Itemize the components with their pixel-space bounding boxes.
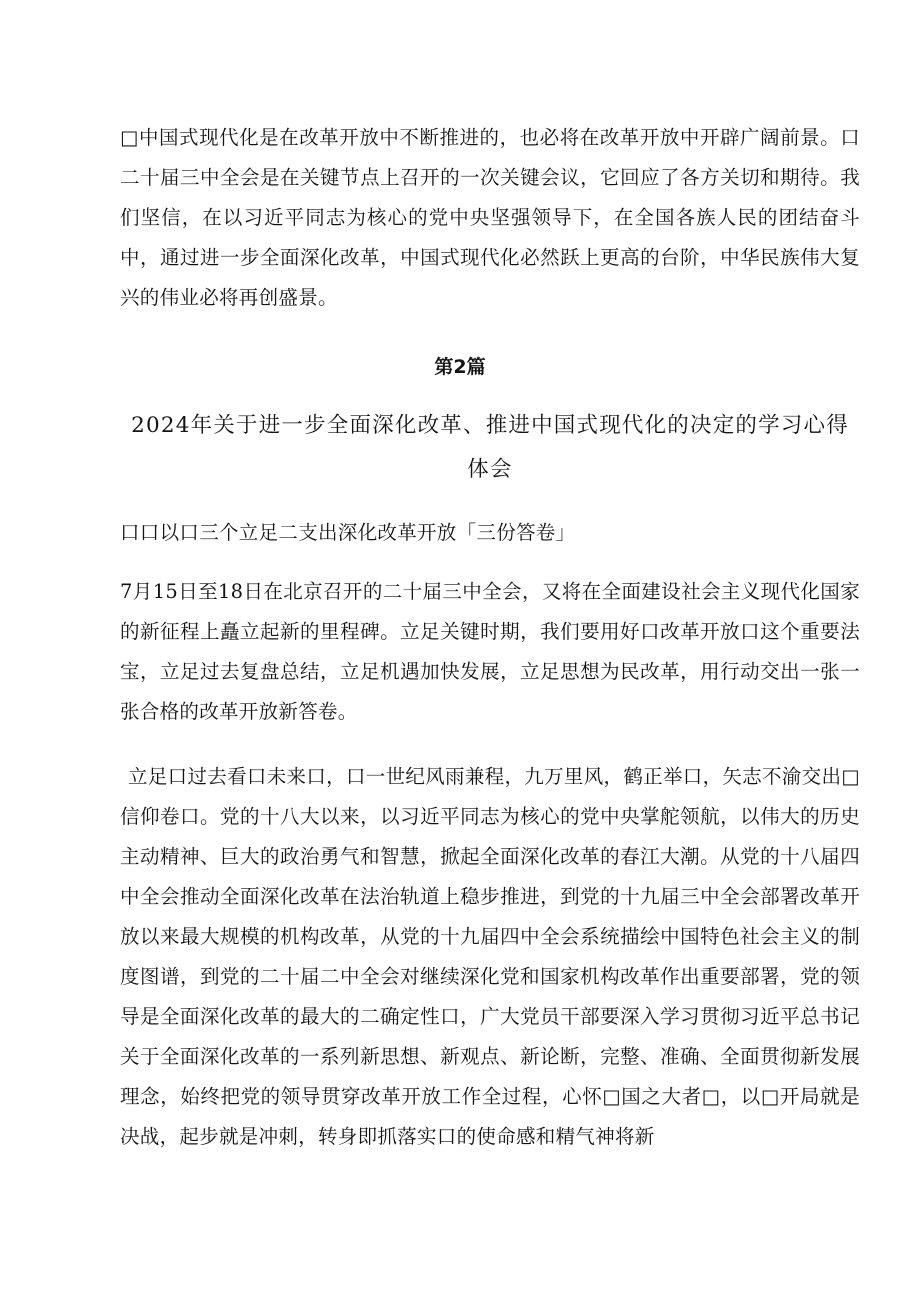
subtitle-line: 口口以口三个立足二支出深化改革开放「三份答卷」 <box>120 521 576 544</box>
paragraph-history: 立足口过去看口未来口，口一世纪风雨兼程，九万里风，鹤正举口，矢志不渝交出□信仰卷口。党的十八大以来，以习近平同志为核心的党中央掌舵领航，以伟大的历史主动精神、巨大的政治勇气和智慧，掀起全面深化改革的春江大潮。从党的十八届四中全会推动全面深化改革在法治轨道上稳步推进，到党的十九届三中全会部署改革开放以来最大规模的机构改革，从党的十九届四中全会系统描绘中国特色社会主义的制度图谱，到党的二十届二中全会对继续深化党和国家机构改革作出重要部署，党的领导是全面深化改革的最大的二确定性口，广大党员干部要深入学习贯彻习近平总书记关于全面深化改革的一系列新思想、新观点、新论断，完整、准确、全面贯彻新发展理念，始终把党的领导贯穿改革开放工作全过程，心怀□国之大者□，以□开局就是决战，起步就是冲刺，转身即抓落实口的使命感和精气神将新 <box>120 765 860 1148</box>
section-label: 第2篇 <box>434 356 486 378</box>
paragraph-intro: □中国式现代化是在改革开放中不断推进的，也必将在改革开放中开辟广阔前景。口二十届三中全会是在关键节点上召开的一次关键会议，它回应了各方关切和期待。我们坚信，在以习近平同志为核心的党中央坚强领导下，在全国各族人民的团结奋斗中，通过进一步全面深化改革，中国式现代化必然跃上更高的台阶，中华民族伟大复兴的伟业必将再创盛景。 <box>120 126 860 309</box>
document-title: 2024年关于进一步全面深化改革、推进中国式现代化的决定的学习心得体会 <box>131 413 849 482</box>
paragraph-meeting: 7月15日至18日在北京召开的二十届三中全会，又将在全面建设社会主义现代化国家的新征程上矗立起新的里程碑。立足关键时期，我们要用好口改革开放口这个重要法宝，立足过去复盘总结，立足机遇加快发展，立足思想为民改革，用行动交出一张一张合格的改革开放新答卷。 <box>120 580 860 723</box>
